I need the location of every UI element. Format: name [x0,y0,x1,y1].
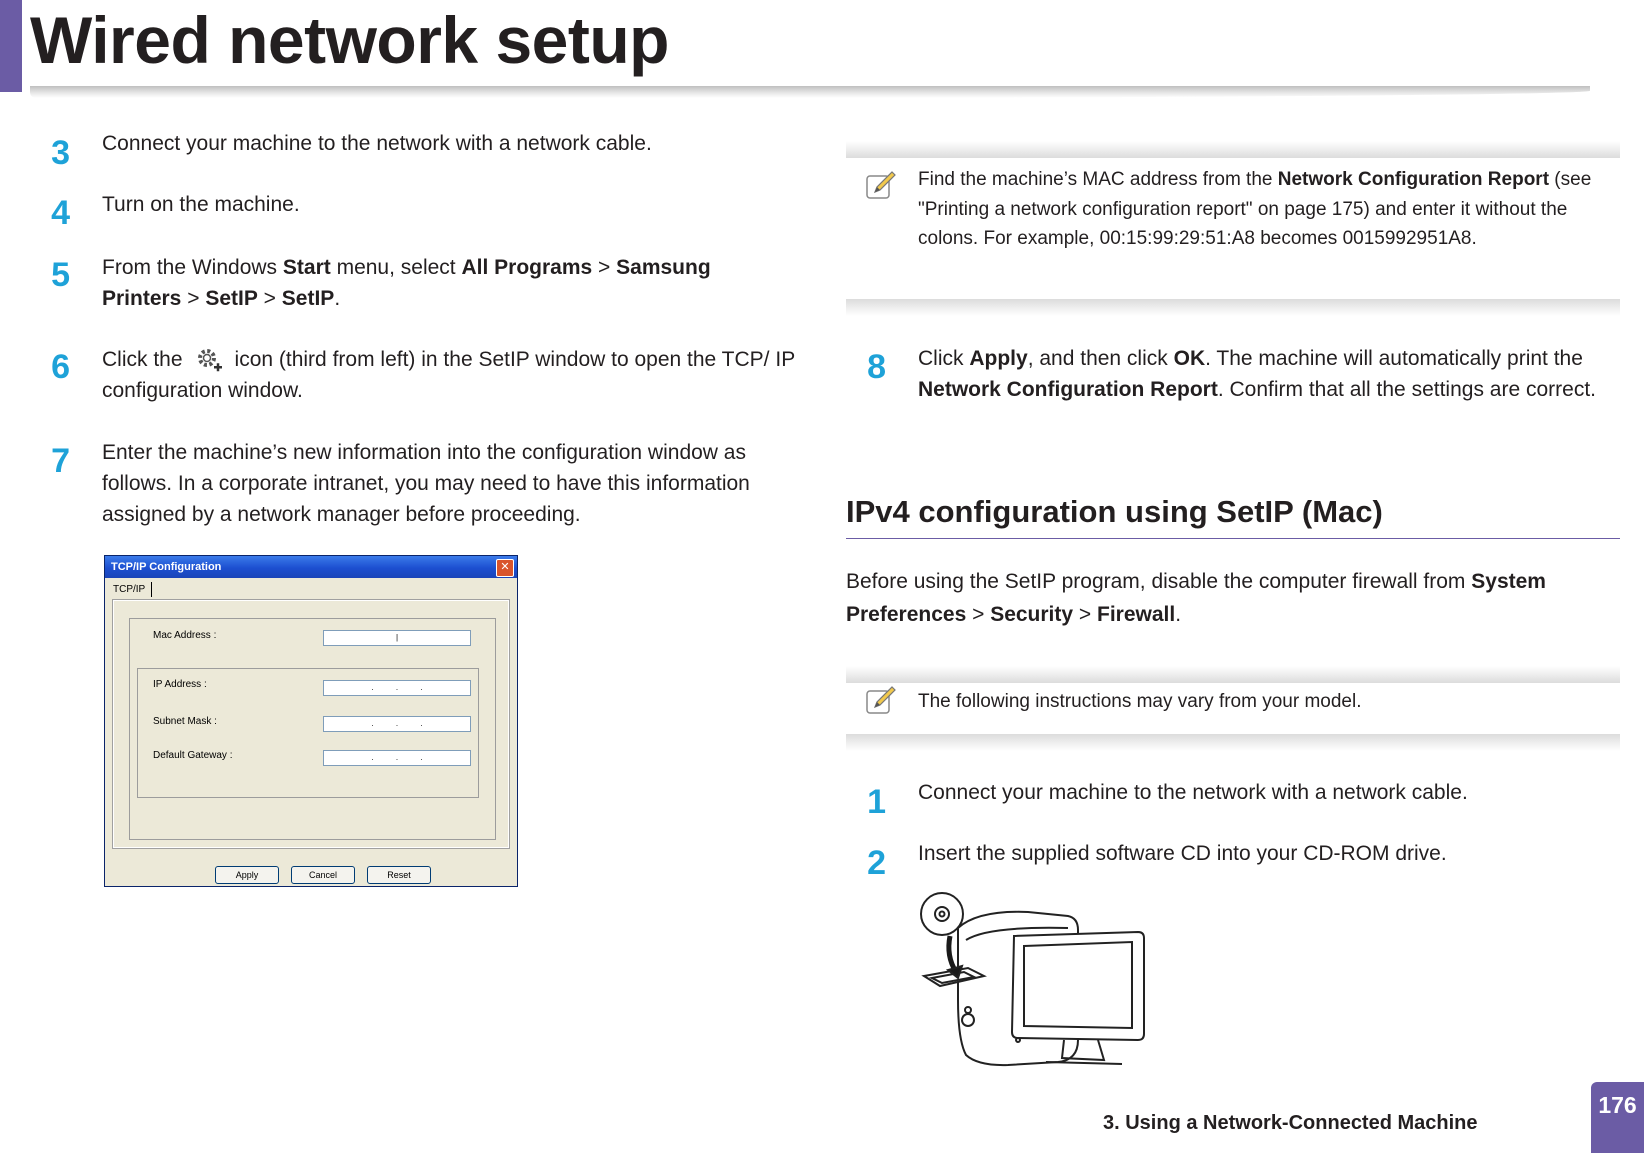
bold-run: Samsung Printers [102,256,711,310]
text-run: (see "Printing a network configuration report" on page 175) and enter it without the colons. For example, 00:15:99:29:51:A8 becomes 0015992951A8. [918,169,1592,249]
reset-button[interactable]: Reset [367,866,431,884]
mac-address-field[interactable]: | [323,630,471,646]
section-intro [846,565,1620,631]
note-text: The following instructions may vary from your model. [918,691,1362,712]
text-run: Find the machine’s MAC address from the [918,169,1278,190]
dialog-titlebar [105,556,517,578]
note-top-bar [846,666,1620,683]
title-accent-bar [0,0,22,92]
note-text [918,165,1618,254]
text-run: > [966,603,991,626]
tcpip-config-dialog [104,555,518,887]
note-model-variation [846,666,1620,751]
step-text: Insert the supplied software CD into your CD-ROM drive. [918,842,1447,865]
step-text [918,343,1620,405]
step-text: Connect your machine to the network with a network cable. [918,781,1468,804]
close-icon[interactable]: ✕ [496,559,514,577]
text-run: menu, select [330,256,462,279]
text-run: Click the [102,348,183,371]
page-number-badge: 176 [1591,1082,1644,1153]
gear-icon [195,346,223,374]
step-number: 7 [51,442,70,480]
step-number: 3 [51,134,70,172]
step-number: 5 [51,256,70,294]
note-bottom-bar [846,734,1620,751]
bold-run: SetIP [281,287,335,310]
step-text: Enter the machine’s new information into the configuration window as follows. In a corporate intranet, you may need to have this information assigned by a network manager before proceeding. [102,441,750,526]
step-number: 4 [51,194,70,232]
text-run: . [1175,603,1182,626]
ip-address-label: IP Address : [153,679,207,690]
footer-chapter: 3. Using a Network-Connected Machine [1103,1112,1478,1134]
bold-run: Security [990,603,1074,626]
dialog-title: TCP/IP Configuration [111,561,222,573]
pencil-note-icon [864,684,898,718]
step-text: Turn on the machine. [102,193,300,216]
insert-cd-illustration [918,890,1148,1070]
page-title: Wired network setup [30,3,669,77]
bold-run: System Preferences [846,570,1546,626]
section-rule [846,538,1620,539]
text-run: icon (third from left) in the SetIP window to open the TCP/ IP configuration window. [102,348,795,402]
subnet-mask-field[interactable]: . . . [323,716,471,732]
default-gateway-field[interactable]: . . . [323,750,471,766]
step-text [102,252,782,314]
bold-run: Firewall [1097,603,1176,626]
apply-button[interactable]: Apply [215,866,279,884]
cancel-button[interactable]: Cancel [291,866,355,884]
bold-run: Network Configuration Report [918,378,1218,401]
text-run: Click [918,347,970,370]
text-run: From the Windows [102,256,283,279]
note-top-bar [846,141,1620,158]
step-number: 2 [867,844,886,882]
text-run: > [592,256,617,279]
text-run: > [1073,603,1097,626]
default-gateway-label: Default Gateway : [153,750,233,761]
text-run: . [334,287,341,310]
bold-run: OK [1173,347,1206,370]
note-mac-address [846,141,1620,316]
ip-address-field[interactable]: . . . [323,680,471,696]
text-run: . The machine will automatically print the [1205,347,1583,370]
bold-run: Start [282,256,331,279]
mac-address-label: Mac Address : [153,630,217,641]
text-run: > [181,287,206,310]
pencil-note-icon [864,169,898,203]
text-run: Before using the SetIP program, disable the computer firewall from [846,570,1472,593]
step-number: 6 [51,348,70,386]
title-underline [30,86,1590,98]
bold-run: Network Configuration Report [1277,169,1550,190]
section-heading: IPv4 configuration using SetIP (Mac) [846,494,1383,529]
text-run: . Confirm that all the settings are correct. [1217,378,1596,401]
text-run: , and then click [1027,347,1174,370]
text-run: > [257,287,282,310]
bold-run: Apply [969,347,1028,370]
step-text [102,344,802,406]
step-number: 8 [867,348,886,386]
step-number: 1 [867,783,886,821]
tab-tcpip[interactable]: TCP/IP [113,582,152,597]
note-bottom-bar [846,299,1620,316]
step-text: Connect your machine to the network with a network cable. [102,132,652,155]
bold-run: SetIP [205,287,258,310]
bold-run: All Programs [461,256,593,279]
subnet-mask-label: Subnet Mask : [153,716,217,727]
